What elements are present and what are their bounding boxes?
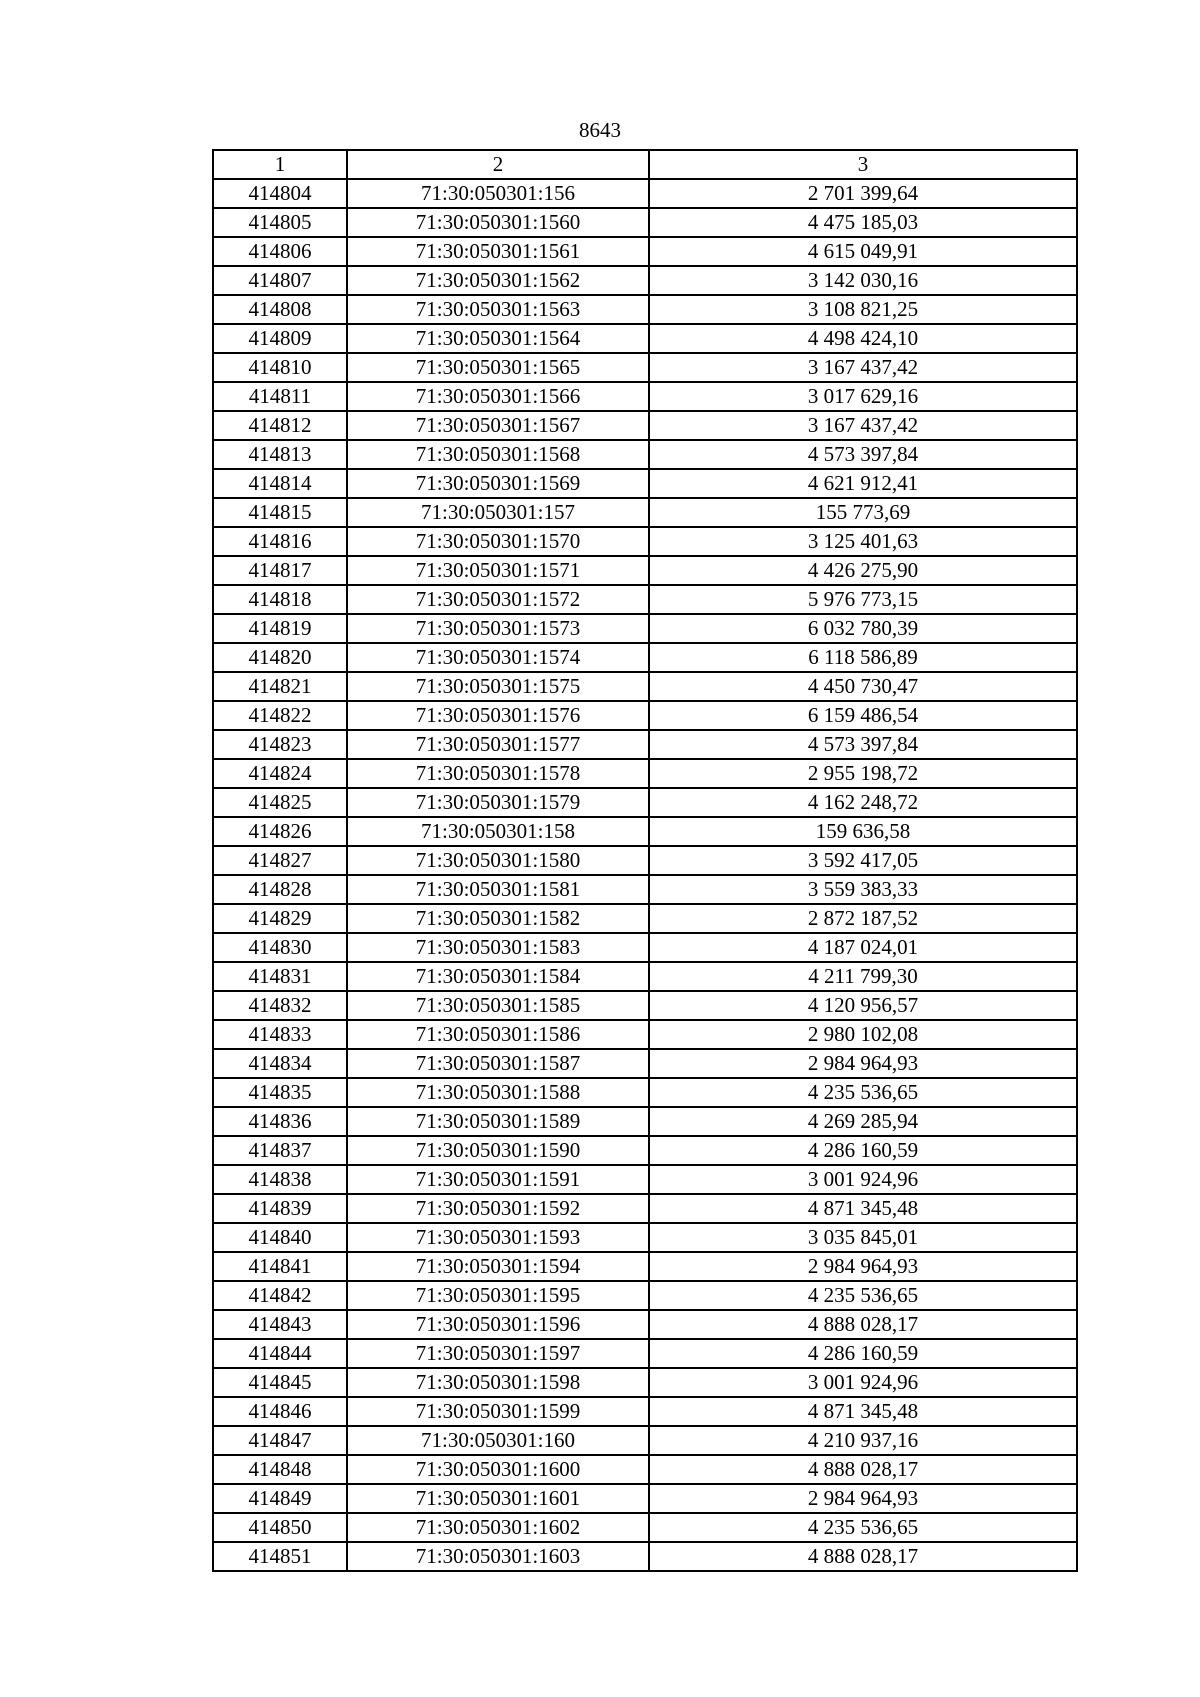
table-row	[213, 1513, 1077, 1542]
value-cell: 4 573 397,84	[649, 730, 1077, 759]
row-number-cell: 414848	[213, 1455, 347, 1484]
cadastral-number-cell: 71:30:050301:156	[347, 179, 649, 208]
cadastral-number-cell: 71:30:050301:1587	[347, 1049, 649, 1078]
value-cell: 4 450 730,47	[649, 672, 1077, 701]
table-row	[213, 1426, 1077, 1455]
cadastral-number-cell: 71:30:050301:1563	[347, 295, 649, 324]
value-cell: 4 498 424,10	[649, 324, 1077, 353]
cadastral-number-cell: 71:30:050301:1602	[347, 1513, 649, 1542]
table-row	[213, 875, 1077, 904]
table-row	[213, 498, 1077, 527]
cadastral-number-cell: 71:30:050301:1581	[347, 875, 649, 904]
value-cell: 6 032 780,39	[649, 614, 1077, 643]
cadastral-number-cell: 71:30:050301:1567	[347, 411, 649, 440]
value-cell: 6 159 486,54	[649, 701, 1077, 730]
cadastral-number-cell: 71:30:050301:1562	[347, 266, 649, 295]
row-number-cell: 414845	[213, 1368, 347, 1397]
cadastral-number-cell: 71:30:050301:1578	[347, 759, 649, 788]
table-row	[213, 469, 1077, 498]
row-number-cell: 414837	[213, 1136, 347, 1165]
cadastral-number-cell: 71:30:050301:1592	[347, 1194, 649, 1223]
row-number-cell: 414834	[213, 1049, 347, 1078]
table-row	[213, 1339, 1077, 1368]
row-number-cell: 414820	[213, 643, 347, 672]
value-cell: 2 984 964,93	[649, 1252, 1077, 1281]
row-number-cell: 414818	[213, 585, 347, 614]
cadastral-number-cell: 71:30:050301:1582	[347, 904, 649, 933]
cadastral-number-cell: 71:30:050301:1564	[347, 324, 649, 353]
table-row	[213, 1078, 1077, 1107]
cadastral-number-cell: 71:30:050301:1565	[347, 353, 649, 382]
cadastral-number-cell: 71:30:050301:1594	[347, 1252, 649, 1281]
table-row	[213, 904, 1077, 933]
cadastral-number-cell: 71:30:050301:1586	[347, 1020, 649, 1049]
table-row	[213, 1484, 1077, 1513]
table-row	[213, 614, 1077, 643]
cadastral-number-cell: 71:30:050301:1568	[347, 440, 649, 469]
cadastral-number-cell: 71:30:050301:157	[347, 498, 649, 527]
cadastral-number-cell: 71:30:050301:1588	[347, 1078, 649, 1107]
cadastral-number-cell: 71:30:050301:1600	[347, 1455, 649, 1484]
table-row	[213, 266, 1077, 295]
row-number-cell: 414823	[213, 730, 347, 759]
table-row	[213, 411, 1077, 440]
cadastral-number-cell: 71:30:050301:1560	[347, 208, 649, 237]
value-cell: 4 888 028,17	[649, 1542, 1077, 1571]
table-row	[213, 1281, 1077, 1310]
table-body	[213, 150, 1077, 1571]
row-number-cell: 414817	[213, 556, 347, 585]
row-number-cell: 414814	[213, 469, 347, 498]
value-cell: 2 872 187,52	[649, 904, 1077, 933]
row-number-cell: 414819	[213, 614, 347, 643]
row-number-cell: 414828	[213, 875, 347, 904]
cadastral-number-cell: 71:30:050301:1596	[347, 1310, 649, 1339]
header-cell-2: 2	[347, 150, 649, 179]
row-number-cell: 414829	[213, 904, 347, 933]
value-cell: 2 980 102,08	[649, 1020, 1077, 1049]
table-row	[213, 643, 1077, 672]
row-number-cell: 414839	[213, 1194, 347, 1223]
row-number-cell: 414832	[213, 991, 347, 1020]
row-number-cell: 414847	[213, 1426, 347, 1455]
value-cell: 3 142 030,16	[649, 266, 1077, 295]
value-cell: 3 108 821,25	[649, 295, 1077, 324]
table-row	[213, 237, 1077, 266]
row-number-cell: 414849	[213, 1484, 347, 1513]
row-number-cell: 414841	[213, 1252, 347, 1281]
value-cell: 4 426 275,90	[649, 556, 1077, 585]
row-number-cell: 414804	[213, 179, 347, 208]
table-row	[213, 1368, 1077, 1397]
table-row	[213, 1542, 1077, 1571]
table-row	[213, 672, 1077, 701]
value-cell: 3 017 629,16	[649, 382, 1077, 411]
value-cell: 2 955 198,72	[649, 759, 1077, 788]
table-row	[213, 1223, 1077, 1252]
cadastral-number-cell: 71:30:050301:1597	[347, 1339, 649, 1368]
header-cell-3: 3	[649, 150, 1077, 179]
table-row	[213, 1194, 1077, 1223]
table-row	[213, 324, 1077, 353]
value-cell: 4 621 912,41	[649, 469, 1077, 498]
table-row	[213, 933, 1077, 962]
table-row	[213, 701, 1077, 730]
cadastral-number-cell: 71:30:050301:1589	[347, 1107, 649, 1136]
cadastral-number-cell: 71:30:050301:1566	[347, 382, 649, 411]
cadastral-number-cell: 71:30:050301:1577	[347, 730, 649, 759]
table-row	[213, 1136, 1077, 1165]
table-row	[213, 527, 1077, 556]
row-number-cell: 414816	[213, 527, 347, 556]
row-number-cell: 414827	[213, 846, 347, 875]
cadastral-number-cell: 71:30:050301:1579	[347, 788, 649, 817]
value-cell: 5 976 773,15	[649, 585, 1077, 614]
table-row	[213, 382, 1077, 411]
table-row	[213, 991, 1077, 1020]
cadastral-number-cell: 71:30:050301:1573	[347, 614, 649, 643]
table-row	[213, 817, 1077, 846]
cadastral-number-cell: 71:30:050301:1571	[347, 556, 649, 585]
value-cell: 159 636,58	[649, 817, 1077, 846]
value-cell: 6 118 586,89	[649, 643, 1077, 672]
value-cell: 3 035 845,01	[649, 1223, 1077, 1252]
table-row	[213, 179, 1077, 208]
table-row	[213, 846, 1077, 875]
row-number-cell: 414840	[213, 1223, 347, 1252]
table-row	[213, 585, 1077, 614]
row-number-cell: 414825	[213, 788, 347, 817]
row-number-cell: 414842	[213, 1281, 347, 1310]
value-cell: 4 871 345,48	[649, 1194, 1077, 1223]
value-cell: 3 592 417,05	[649, 846, 1077, 875]
row-number-cell: 414813	[213, 440, 347, 469]
cadastral-number-cell: 71:30:050301:160	[347, 1426, 649, 1455]
value-cell: 4 235 536,65	[649, 1281, 1077, 1310]
table-row	[213, 1049, 1077, 1078]
cadastral-number-cell: 71:30:050301:1570	[347, 527, 649, 556]
value-cell: 4 286 160,59	[649, 1339, 1077, 1368]
row-number-cell: 414850	[213, 1513, 347, 1542]
row-number-cell: 414811	[213, 382, 347, 411]
cadastral-number-cell: 71:30:050301:1601	[347, 1484, 649, 1513]
value-cell: 4 475 185,03	[649, 208, 1077, 237]
value-cell: 2 984 964,93	[649, 1484, 1077, 1513]
row-number-cell: 414835	[213, 1078, 347, 1107]
table-row	[213, 1107, 1077, 1136]
value-cell: 4 269 285,94	[649, 1107, 1077, 1136]
table-row	[213, 1165, 1077, 1194]
value-cell: 4 187 024,01	[649, 933, 1077, 962]
registry-table	[212, 149, 1078, 1572]
cadastral-number-cell: 71:30:050301:158	[347, 817, 649, 846]
value-cell: 4 573 397,84	[649, 440, 1077, 469]
value-cell: 3 001 924,96	[649, 1368, 1077, 1397]
table-row	[213, 759, 1077, 788]
value-cell: 3 167 437,42	[649, 353, 1077, 382]
cadastral-number-cell: 71:30:050301:1569	[347, 469, 649, 498]
row-number-cell: 414810	[213, 353, 347, 382]
row-number-cell: 414808	[213, 295, 347, 324]
value-cell: 4 615 049,91	[649, 237, 1077, 266]
page-number: 8643	[579, 118, 621, 142]
cadastral-number-cell: 71:30:050301:1572	[347, 585, 649, 614]
table-row	[213, 440, 1077, 469]
value-cell: 4 211 799,30	[649, 962, 1077, 991]
row-number-cell: 414812	[213, 411, 347, 440]
value-cell: 2 701 399,64	[649, 179, 1077, 208]
row-number-cell: 414830	[213, 933, 347, 962]
row-number-cell: 414822	[213, 701, 347, 730]
table-row	[213, 1020, 1077, 1049]
cadastral-number-cell: 71:30:050301:1590	[347, 1136, 649, 1165]
value-cell: 4 235 536,65	[649, 1513, 1077, 1542]
cadastral-number-cell: 71:30:050301:1598	[347, 1368, 649, 1397]
cadastral-number-cell: 71:30:050301:1584	[347, 962, 649, 991]
cadastral-number-cell: 71:30:050301:1576	[347, 701, 649, 730]
row-number-cell: 414826	[213, 817, 347, 846]
value-cell: 4 120 956,57	[649, 991, 1077, 1020]
table-row	[213, 1397, 1077, 1426]
row-number-cell: 414821	[213, 672, 347, 701]
value-cell: 4 235 536,65	[649, 1078, 1077, 1107]
row-number-cell: 414815	[213, 498, 347, 527]
value-cell: 155 773,69	[649, 498, 1077, 527]
row-number-cell: 414809	[213, 324, 347, 353]
value-cell: 4 871 345,48	[649, 1397, 1077, 1426]
row-number-cell: 414843	[213, 1310, 347, 1339]
row-number-cell: 414851	[213, 1542, 347, 1571]
value-cell: 3 559 383,33	[649, 875, 1077, 904]
row-number-cell: 414806	[213, 237, 347, 266]
value-cell: 4 888 028,17	[649, 1455, 1077, 1484]
header-cell-1: 1	[213, 150, 347, 179]
table-row	[213, 962, 1077, 991]
table-row	[213, 1252, 1077, 1281]
value-cell: 4 888 028,17	[649, 1310, 1077, 1339]
cadastral-number-cell: 71:30:050301:1585	[347, 991, 649, 1020]
value-cell: 3 125 401,63	[649, 527, 1077, 556]
row-number-cell: 414824	[213, 759, 347, 788]
table-row	[213, 295, 1077, 324]
cadastral-number-cell: 71:30:050301:1599	[347, 1397, 649, 1426]
cadastral-number-cell: 71:30:050301:1574	[347, 643, 649, 672]
cadastral-number-cell: 71:30:050301:1595	[347, 1281, 649, 1310]
table-row	[213, 353, 1077, 382]
cadastral-number-cell: 71:30:050301:1575	[347, 672, 649, 701]
value-cell: 4 286 160,59	[649, 1136, 1077, 1165]
value-cell: 4 162 248,72	[649, 788, 1077, 817]
value-cell: 4 210 937,16	[649, 1426, 1077, 1455]
cadastral-number-cell: 71:30:050301:1583	[347, 933, 649, 962]
table-row	[213, 556, 1077, 585]
cadastral-number-cell: 71:30:050301:1591	[347, 1165, 649, 1194]
row-number-cell: 414836	[213, 1107, 347, 1136]
row-number-cell: 414833	[213, 1020, 347, 1049]
table-row	[213, 1455, 1077, 1484]
table-header-row	[213, 150, 1077, 179]
row-number-cell: 414844	[213, 1339, 347, 1368]
table-row	[213, 208, 1077, 237]
cadastral-number-cell: 71:30:050301:1593	[347, 1223, 649, 1252]
cadastral-number-cell: 71:30:050301:1580	[347, 846, 649, 875]
cadastral-number-cell: 71:30:050301:1603	[347, 1542, 649, 1571]
row-number-cell: 414838	[213, 1165, 347, 1194]
value-cell: 2 984 964,93	[649, 1049, 1077, 1078]
row-number-cell: 414805	[213, 208, 347, 237]
table-row	[213, 1310, 1077, 1339]
value-cell: 3 167 437,42	[649, 411, 1077, 440]
value-cell: 3 001 924,96	[649, 1165, 1077, 1194]
cadastral-number-cell: 71:30:050301:1561	[347, 237, 649, 266]
table-row	[213, 730, 1077, 759]
row-number-cell: 414807	[213, 266, 347, 295]
row-number-cell: 414831	[213, 962, 347, 991]
row-number-cell: 414846	[213, 1397, 347, 1426]
table-row	[213, 788, 1077, 817]
